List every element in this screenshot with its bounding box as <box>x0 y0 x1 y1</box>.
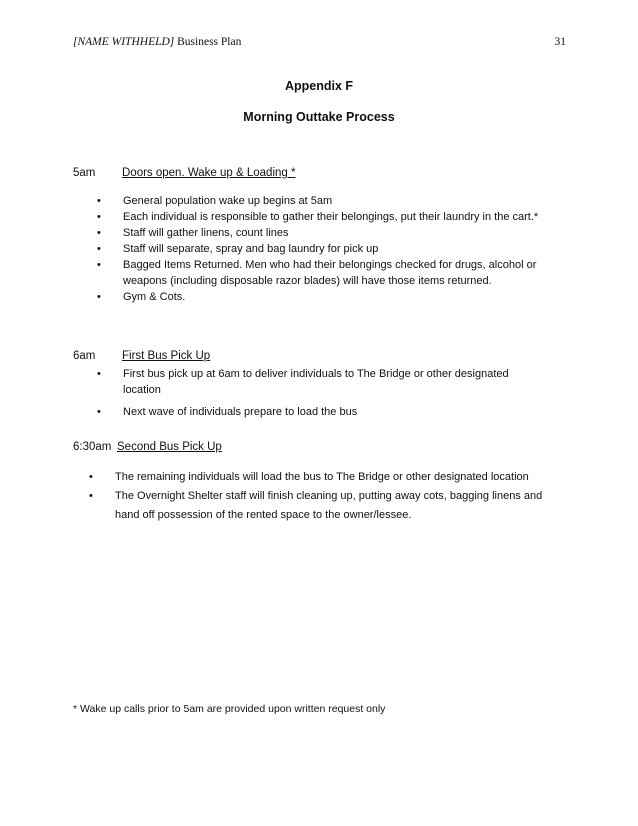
footnote: * Wake up calls prior to 5am are provided upon written request only <box>73 703 386 715</box>
list-item-text: Each individual is responsible to gather their belongings, put their laundry in the cart.* <box>123 211 539 223</box>
list-item-text: Next wave of individuals prepare to load the bus <box>123 406 358 418</box>
appendix-title: Appendix F <box>284 79 354 93</box>
bullet-icon: • <box>97 406 101 418</box>
page-number: 31 <box>554 36 566 48</box>
list-item-text: First bus pick up at 6am to deliver individuals to The Bridge or other designated location <box>123 368 509 396</box>
running-header <box>73 36 241 48</box>
bullet-icon: • <box>97 227 101 239</box>
list-item-text: Staff will separate, spray and bag laundry for pick up <box>123 243 379 255</box>
list-item <box>97 289 567 305</box>
list-item <box>97 257 567 289</box>
bullet-icon: • <box>97 259 101 271</box>
process-title: Morning Outtake Process <box>243 110 395 124</box>
bullet-list <box>97 366 542 420</box>
header-name: [NAME WITHHELD] <box>73 36 175 48</box>
list-item <box>97 225 567 241</box>
bullet-icon: • <box>97 243 101 255</box>
list-item <box>97 241 567 257</box>
bullet-icon: • <box>97 291 101 303</box>
bullet-list <box>97 193 567 305</box>
section-heading: Second Bus Pick Up <box>117 441 222 453</box>
list-item <box>97 404 542 420</box>
bullet-icon: • <box>89 490 93 502</box>
list-item <box>89 468 569 487</box>
section-time: 6:30am <box>73 441 112 453</box>
list-item-text: Staff will gather linens, count lines <box>123 227 289 239</box>
header-doc-title: Business Plan <box>177 36 242 48</box>
section-time: 5am <box>73 167 96 179</box>
list-item <box>97 209 567 225</box>
list-item <box>89 487 569 525</box>
bullet-icon: • <box>97 195 101 207</box>
list-item <box>97 366 542 398</box>
bullet-icon: • <box>97 368 101 380</box>
section-time: 6am <box>73 350 96 362</box>
list-item-text: Bagged Items Returned. Men who had their belongings checked for drugs, alcohol or weapons (including disposable razor blades) will have those items returned. <box>123 259 537 287</box>
list-item-text: The Overnight Shelter staff will finish cleaning up, putting away cots, bagging linens and hand off possession of the rented space to the owner/lessee. <box>115 490 543 521</box>
list-item-text: General population wake up begins at 5am <box>123 195 333 207</box>
bullet-icon: • <box>89 471 93 483</box>
section-heading: Doors open. Wake up & Loading * <box>122 167 296 179</box>
bullet-list <box>89 468 569 525</box>
bullet-icon: • <box>97 211 101 223</box>
list-item-text: Gym & Cots. <box>123 291 186 303</box>
list-item-text: The remaining individuals will load the bus to The Bridge or other designated location <box>115 471 529 483</box>
list-item <box>97 193 567 209</box>
section-heading: First Bus Pick Up <box>122 350 211 362</box>
